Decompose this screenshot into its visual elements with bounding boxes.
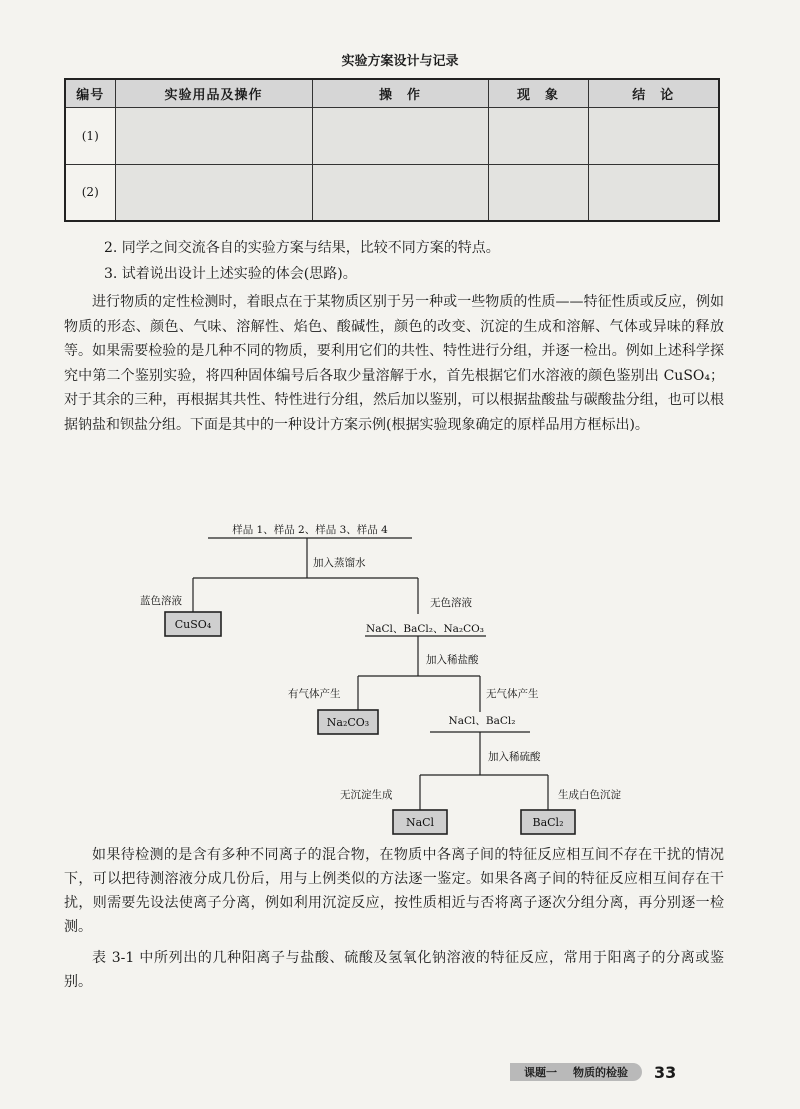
flow-step-1: 加入蒸馏水 (313, 557, 366, 569)
table-cell (115, 107, 312, 164)
table-title: 实验方案设计与记录 (341, 54, 459, 69)
header-materials: 实验用品及操作 (115, 79, 312, 107)
flow-box-cuso4-label: CuSO₄ (174, 618, 212, 631)
flow-branch-colorless: 无色溶液 (430, 597, 472, 609)
header-operation: 操 作 (312, 79, 488, 107)
row-number: (2) (65, 164, 115, 221)
list-item: 2. 同学之间交流各自的实验方案与结果，比较不同方案的特点。 (104, 240, 500, 256)
flow-mix-2: NaCl、BaCl₂ (448, 715, 516, 727)
header-number: 编号 (65, 79, 115, 107)
flow-root-label: 样品 1、样品 2、样品 3、样品 4 (232, 524, 388, 536)
flow-branch-no-precipitate: 无沉淀生成 (340, 789, 393, 801)
flow-branch-blue: 蓝色溶液 (140, 595, 182, 607)
experiment-record-table (64, 78, 720, 222)
body-paragraph-2: 如果待检测的是含有多种不同离子的混合物，在物质中各离子间的特征反应相互间不存在干扰的情况下，可以把待测溶液分成几份后，用与上例类似的方法逐一鉴定。如果各离子间的特征反应相互间存在干扰，则需要先设法使离子分离，例如利用沉淀反应，按性质相近与否将离子逐次分组分离，再分别逐一检测。 (64, 847, 724, 935)
table-cell (115, 164, 312, 221)
flow-branch-white-precipitate: 生成白色沉淀 (558, 789, 621, 801)
table-cell (312, 107, 488, 164)
table-cell (312, 164, 488, 221)
table-cell (588, 107, 719, 164)
flow-branch-no-gas: 无气体产生 (486, 688, 539, 700)
list-item: 3. 试着说出设计上述实验的体会(思路)。 (104, 266, 357, 282)
body-paragraph-3: 表 3-1 中所列出的几种阳离子与盐酸、硫酸及氢氧化钠溶液的特征反应，常用于阳离子的分离或鉴别。 (64, 950, 724, 990)
header-phenomenon: 现 象 (488, 79, 588, 107)
flow-branch-gas: 有气体产生 (288, 688, 341, 700)
page-footer (510, 1062, 676, 1082)
table-cell (488, 164, 588, 221)
table-row (65, 164, 719, 221)
table-row (65, 107, 719, 164)
row-number: (1) (65, 107, 115, 164)
flow-step-3: 加入稀硫酸 (488, 751, 541, 763)
section-badge (510, 1063, 642, 1081)
section-label: 课题一 (524, 1066, 557, 1079)
table-cell (588, 164, 719, 221)
body-paragraph-1: 进行物质的定性检测时，着眼点在于某物质区别于另一种或一些物质的性质——特征性质或反应，例如物质的形态、颜色、气味、溶解性、焰色、酸碱性，颜色的改变、沉淀的生成和溶解、气体或异味的释放等。如果需要检验的是几种不同的物质，要利用它们的共性、特性进行分组，并逐一检出。例如上述科学探究中第二个鉴别实验，将四种固体编号后各取少量溶解于水，首先根据它们水溶液的颜色鉴别出 CuSO₄；对于其余的三种，再根据其共性、特性进行分组，然后加以鉴别，可以根据盐酸盐与碳酸盐分组，也可以根据钠盐和钡盐分组。下面是其中的一种设计方案示例(根据实验现象确定的原样品用方框标出)。 (64, 294, 724, 433)
flow-box-nacl-label: NaCl (405, 816, 435, 829)
flow-step-2: 加入稀盐酸 (426, 654, 479, 666)
flow-box-na2co3-label: Na₂CO₃ (326, 716, 370, 729)
flow-box-bacl2-label: BaCl₂ (532, 816, 564, 829)
flow-mix-1: NaCl、BaCl₂、Na₂CO₃ (366, 623, 484, 635)
identification-flowchart (0, 515, 800, 845)
header-conclusion: 结 论 (588, 79, 719, 107)
table-header-row (65, 79, 719, 107)
page-number: 33 (654, 1062, 677, 1082)
table-cell (488, 107, 588, 164)
section-topic: 物质的检验 (573, 1066, 628, 1079)
